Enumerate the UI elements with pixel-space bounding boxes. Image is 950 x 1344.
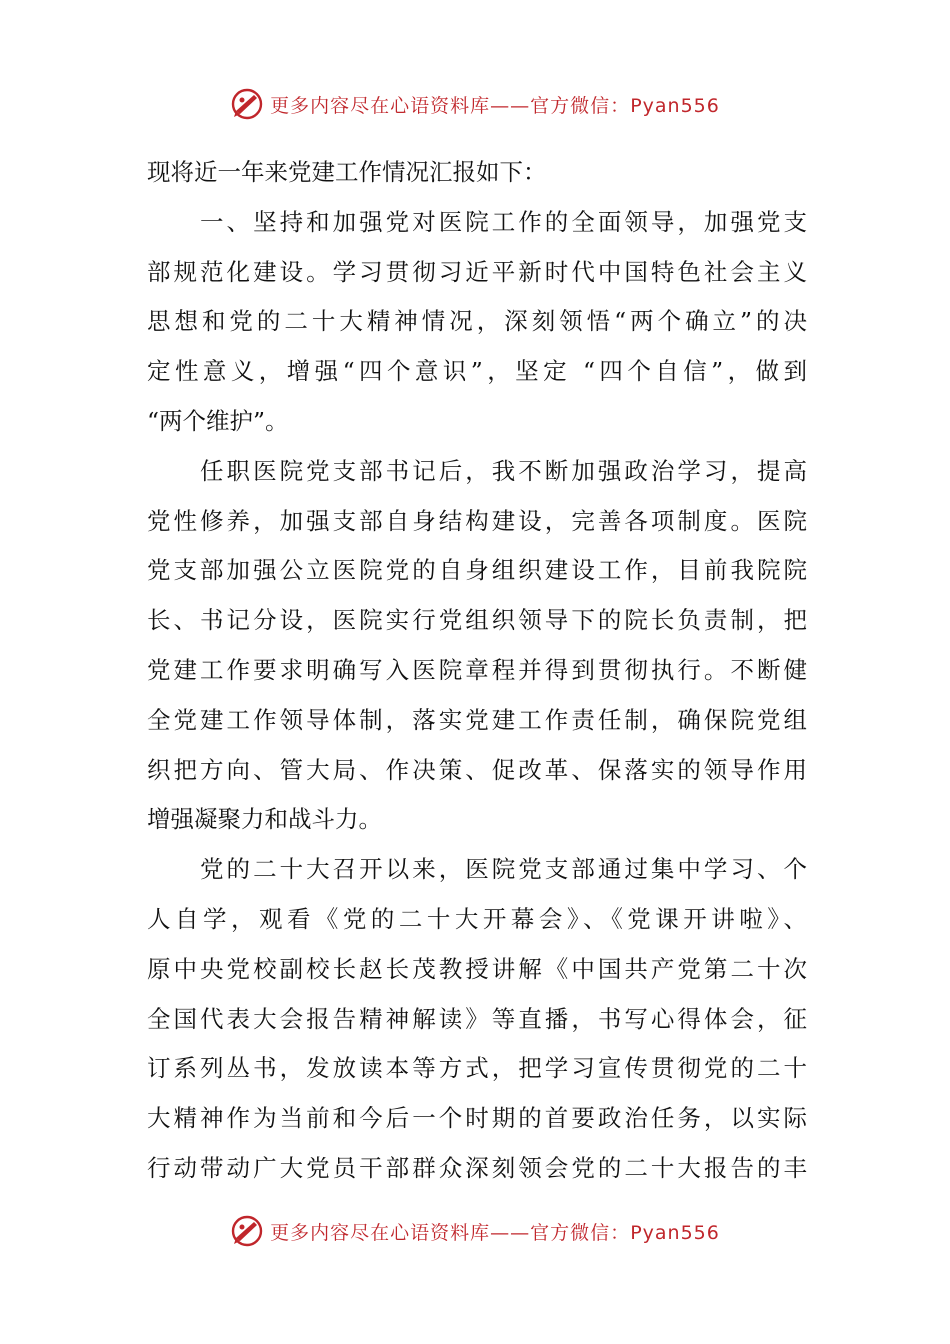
body-line: 织把方向、管大局、作决策、促改革、保落实的领导作用 [147, 755, 807, 784]
body-line: 党的二十大召开以来，医院党支部通过集中学习、个 [147, 855, 807, 884]
body-line: 党支部加强公立医院党的自身组织建设工作，目前我院院 [147, 556, 807, 585]
header-separator: —— [490, 94, 531, 117]
header-site-text: 更多内容尽在心语资料库 [270, 94, 491, 117]
body-line: 部规范化建设。学习贯彻习近平新时代中国特色社会主义 [147, 257, 807, 286]
body-line: 大精神作为当前和今后一个时期的首要政治任务，以实际 [147, 1104, 807, 1133]
body-line: 原中央党校副校长赵长茂教授讲解《中国共产党第二十次 [147, 954, 807, 983]
body-line: 定性意义，增强“四个意识”，坚定 “四个自信”，做到 [147, 357, 807, 386]
footer-banner [0, 1211, 950, 1251]
header-banner [0, 84, 950, 124]
header-wechat-id: Pyan556 [630, 94, 720, 117]
body-line: 全党建工作领导体制，落实党建工作责任制，确保院党组 [147, 705, 807, 734]
body-line: 任职医院党支部书记后，我不断加强政治学习，提高 [147, 456, 807, 485]
pen-logo-icon [230, 1214, 264, 1248]
footer-banner-text [270, 1218, 720, 1245]
footer-wechat-id: Pyan556 [630, 1221, 720, 1244]
body-line: 订系列丛书，发放读本等方式，把学习宣传贯彻党的二十 [147, 1054, 807, 1083]
footer-wechat-label: 官方微信： [530, 1221, 631, 1244]
body-line: 长、书记分设，医院实行党组织领导下的院长负责制，把 [147, 606, 807, 635]
pen-logo-icon [230, 87, 264, 121]
body-line: 人自学，观看《党的二十大开幕会》、《党课开讲啦》、 [147, 904, 807, 933]
body-line: 党建工作要求明确写入医院章程并得到贯彻执行。不断健 [147, 655, 807, 684]
header-banner-text [270, 91, 720, 118]
document-body [147, 148, 807, 1194]
body-line: 一、坚持和加强党对医院工作的全面领导，加强党支 [147, 207, 807, 236]
body-line: 现将近一年来党建工作情况汇报如下： [147, 158, 547, 186]
header-wechat-label: 官方微信： [530, 94, 631, 117]
body-line: 全国代表大会报告精神解读》等直播，书写心得体会，征 [147, 1004, 807, 1033]
body-line: 思想和党的二十大精神情况，深刻领悟“两个确立”的决 [147, 307, 807, 336]
footer-separator: —— [490, 1221, 531, 1244]
body-line: 行动带动广大党员干部群众深刻领会党的二十大报告的丰 [147, 1153, 807, 1182]
footer-site-text: 更多内容尽在心语资料库 [270, 1221, 491, 1244]
body-line: “两个维护”。 [147, 406, 289, 435]
body-line: 增强凝聚力和战斗力。 [147, 805, 382, 834]
body-line: 党性修养，加强支部自身结构建设，完善各项制度。医院 [147, 506, 807, 535]
